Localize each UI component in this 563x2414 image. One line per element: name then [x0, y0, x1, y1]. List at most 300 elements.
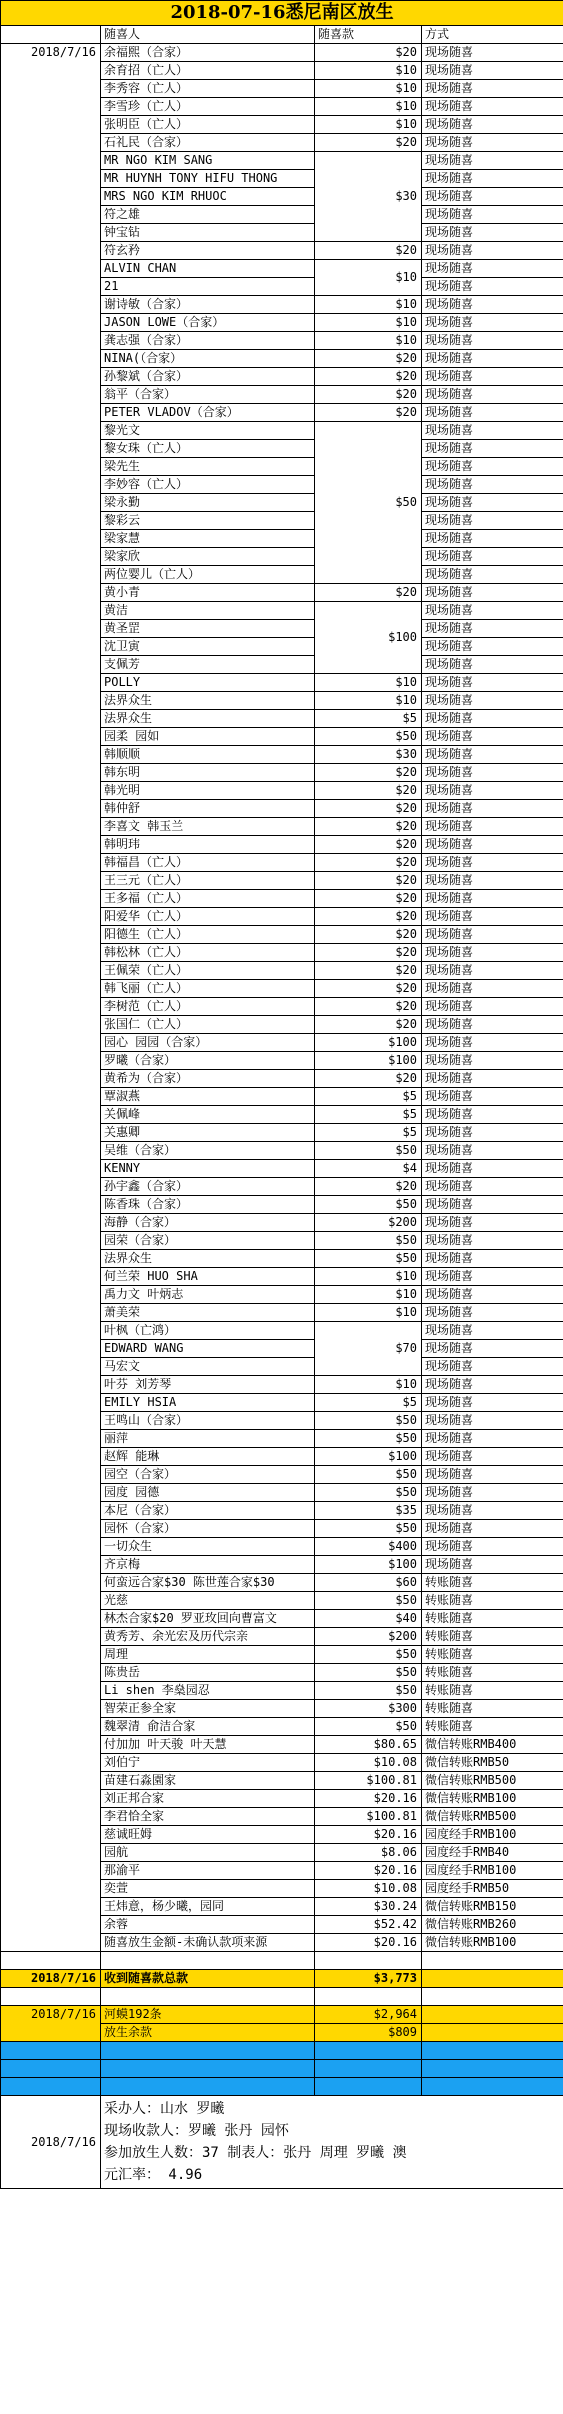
donation-method: 现场随喜	[422, 1340, 563, 1358]
donor-name: 马宏文	[101, 1358, 315, 1376]
header-donor: 随喜人	[101, 26, 315, 44]
donation-method: 现场随喜	[422, 1394, 563, 1412]
donation-amount: $10	[315, 260, 422, 296]
donor-name: POLLY	[101, 674, 315, 692]
donor-name: 黎女珠（亡人）	[101, 440, 315, 458]
donor-name: 符之雄	[101, 206, 315, 224]
donation-amount: $20	[315, 764, 422, 782]
donation-method: 现场随喜	[422, 386, 563, 404]
donor-name: 关佩峰	[101, 1106, 315, 1124]
donation-amount: $10	[315, 80, 422, 98]
donation-method: 现场随喜	[422, 1124, 563, 1142]
donation-amount: $10	[315, 62, 422, 80]
empty-cell	[422, 1952, 563, 1970]
donation-method: 现场随喜	[422, 980, 563, 998]
donation-method: 现场随喜	[422, 1250, 563, 1268]
donor-name: 黄希为（合家）	[101, 1070, 315, 1088]
donation-method: 现场随喜	[422, 1214, 563, 1232]
footer-notes	[101, 2096, 563, 2189]
donation-method: 现场随喜	[422, 620, 563, 638]
donation-method: 园度经手RMB100	[422, 1862, 563, 1880]
empty-cell	[422, 1988, 563, 2006]
donation-method: 现场随喜	[422, 1556, 563, 1574]
donation-method: 现场随喜	[422, 1160, 563, 1178]
donation-amount: $10	[315, 1304, 422, 1322]
donation-method: 现场随喜	[422, 530, 563, 548]
empty-cell	[101, 1988, 315, 2006]
donation-amount: $5	[315, 1124, 422, 1142]
donation-amount: $20	[315, 836, 422, 854]
donation-method: 现场随喜	[422, 1520, 563, 1538]
donation-method: 微信转账RMB150	[422, 1898, 563, 1916]
donation-amount: $200	[315, 1214, 422, 1232]
river-label: 河蟆192条	[101, 2006, 315, 2024]
donation-method: 微信转账RMB50	[422, 1754, 563, 1772]
donor-name: 余蓉	[101, 1916, 315, 1934]
donor-name: 奕萱	[101, 1880, 315, 1898]
donation-amount: $4	[315, 1160, 422, 1178]
donor-name: 韩仲舒	[101, 800, 315, 818]
donation-method: 现场随喜	[422, 854, 563, 872]
row-date: 2018/7/16	[1, 44, 101, 1952]
donation-method: 现场随喜	[422, 1070, 563, 1088]
donor-name: 关惠卿	[101, 1124, 315, 1142]
donation-amount: $50	[315, 1646, 422, 1664]
donation-amount: $20	[315, 1178, 422, 1196]
donation-amount: $10.08	[315, 1754, 422, 1772]
donation-amount: $100	[315, 1448, 422, 1466]
donation-amount: $50	[315, 1484, 422, 1502]
donation-method: 现场随喜	[422, 1106, 563, 1124]
donation-amount: $20	[315, 44, 422, 62]
donation-amount: $52.42	[315, 1916, 422, 1934]
donation-method: 现场随喜	[422, 1178, 563, 1196]
donor-name: 余福熙（合家）	[101, 44, 315, 62]
donor-name: 林杰合家$20 罗亚玫回向曹富文	[101, 1610, 315, 1628]
donation-method: 现场随喜	[422, 548, 563, 566]
donation-amount: $50	[315, 1466, 422, 1484]
donation-method: 现场随喜	[422, 584, 563, 602]
donation-amount: $20	[315, 1070, 422, 1088]
spacer-row	[1, 2042, 563, 2060]
donor-name: MRS NGO KIM RHUOC	[101, 188, 315, 206]
donation-method: 现场随喜	[422, 170, 563, 188]
donation-amount: $20.16	[315, 1862, 422, 1880]
donor-name: 丽萍	[101, 1430, 315, 1448]
donation-amount: $50	[315, 422, 422, 584]
donor-name: 园航	[101, 1844, 315, 1862]
donation-method: 现场随喜	[422, 1304, 563, 1322]
donation-amount: $20	[315, 134, 422, 152]
donor-name: 韩明玮	[101, 836, 315, 854]
donation-method: 现场随喜	[422, 440, 563, 458]
donation-method: 现场随喜	[422, 332, 563, 350]
received-amount: $3,773	[315, 1970, 422, 1988]
donation-amount: $20	[315, 800, 422, 818]
donation-method: 微信转账RMB100	[422, 1934, 563, 1952]
donation-method: 现场随喜	[422, 44, 563, 62]
donation-method: 现场随喜	[422, 62, 563, 80]
donation-method: 园度经手RMB100	[422, 1826, 563, 1844]
footer-participants: 参加放生人数：37 制表人：张丹 周理 罗曦 澳	[104, 2145, 407, 2161]
donor-name: 本尼（合家）	[101, 1502, 315, 1520]
donor-name: 韩顺顺	[101, 746, 315, 764]
donation-amount: $20	[315, 782, 422, 800]
donor-name: 园荣（合家）	[101, 1232, 315, 1250]
footer-row	[1, 2096, 563, 2189]
donor-name: 园柔 园如	[101, 728, 315, 746]
donation-method: 现场随喜	[422, 1322, 563, 1340]
donation-amount: $10.08	[315, 1880, 422, 1898]
donation-amount: $40	[315, 1610, 422, 1628]
donation-method: 现场随喜	[422, 1142, 563, 1160]
donor-name: 余育招（亡人）	[101, 62, 315, 80]
donor-name: 石礼民（合家）	[101, 134, 315, 152]
donation-amount: $50	[315, 1718, 422, 1736]
donation-method: 现场随喜	[422, 116, 563, 134]
donor-name: 黄洁	[101, 602, 315, 620]
donation-method: 微信转账RMB400	[422, 1736, 563, 1754]
donor-name: 何蛮远合家$30 陈世莲合家$30	[101, 1574, 315, 1592]
donation-amount: $30	[315, 152, 422, 242]
donation-amount: $20	[315, 872, 422, 890]
donation-method: 转账随喜	[422, 1700, 563, 1718]
donation-amount: $50	[315, 1520, 422, 1538]
donation-method: 转账随喜	[422, 1628, 563, 1646]
donation-amount: $10	[315, 296, 422, 314]
spacer-row	[1, 1952, 563, 1970]
donor-name: 龚志强（合家）	[101, 332, 315, 350]
donation-amount: $20	[315, 818, 422, 836]
donation-method: 现场随喜	[422, 1286, 563, 1304]
donor-name: 韩东明	[101, 764, 315, 782]
donation-amount: $50	[315, 1430, 422, 1448]
donor-name: 王鸣山（合家）	[101, 1412, 315, 1430]
donation-amount: $50	[315, 1664, 422, 1682]
donor-name: 覃淑燕	[101, 1088, 315, 1106]
donation-amount: $20	[315, 242, 422, 260]
donation-method: 现场随喜	[422, 1088, 563, 1106]
donation-amount: $10	[315, 692, 422, 710]
donor-name: 罗曦（合家）	[101, 1052, 315, 1070]
donation-method: 微信转账RMB500	[422, 1808, 563, 1826]
donor-name: 萧美荣	[101, 1304, 315, 1322]
donation-amount: $100	[315, 1556, 422, 1574]
donation-amount: $10	[315, 1268, 422, 1286]
donor-name: PETER VLADOV（合家）	[101, 404, 315, 422]
donor-name: EMILY HSIA	[101, 1394, 315, 1412]
donation-method: 现场随喜	[422, 944, 563, 962]
donor-name: 钟宝钻	[101, 224, 315, 242]
donation-method: 现场随喜	[422, 278, 563, 296]
donation-method: 现场随喜	[422, 296, 563, 314]
donor-name: 随喜放生金额-未确认款项来源	[101, 1934, 315, 1952]
donation-method: 现场随喜	[422, 404, 563, 422]
donor-name: 黄秀芳、余光宏及历代宗亲	[101, 1628, 315, 1646]
donor-name: KENNY	[101, 1160, 315, 1178]
donor-name: 法界众生	[101, 1250, 315, 1268]
donor-name: 沈卫寅	[101, 638, 315, 656]
spacer-row	[1, 2078, 563, 2096]
donor-name: JASON LOWE（合家）	[101, 314, 315, 332]
donation-amount: $70	[315, 1322, 422, 1376]
donation-method: 现场随喜	[422, 1448, 563, 1466]
donation-amount: $300	[315, 1700, 422, 1718]
donation-method: 现场随喜	[422, 728, 563, 746]
donation-amount: $20	[315, 998, 422, 1016]
donation-method: 现场随喜	[422, 1502, 563, 1520]
donation-method: 现场随喜	[422, 350, 563, 368]
donor-name: 王多福（亡人）	[101, 890, 315, 908]
donor-name: 法界众生	[101, 692, 315, 710]
donation-method: 现场随喜	[422, 152, 563, 170]
donation-method: 现场随喜	[422, 1034, 563, 1052]
donor-name: 孙宇鑫（合家）	[101, 1178, 315, 1196]
donor-name: 韩福昌（亡人）	[101, 854, 315, 872]
donor-name: 海静（合家）	[101, 1214, 315, 1232]
donation-method: 现场随喜	[422, 1484, 563, 1502]
donation-method: 现场随喜	[422, 872, 563, 890]
donation-amount: $20	[315, 584, 422, 602]
river-amount: $2,964	[315, 2006, 422, 2024]
received-total-row	[1, 1970, 563, 1988]
donation-method: 现场随喜	[422, 926, 563, 944]
header-amount: 随喜款	[315, 26, 422, 44]
header-row	[1, 26, 563, 44]
donation-method: 现场随喜	[422, 998, 563, 1016]
donation-amount: $100	[315, 1052, 422, 1070]
donation-amount: $10	[315, 1376, 422, 1394]
donation-method: 现场随喜	[422, 422, 563, 440]
donation-amount: $50	[315, 1682, 422, 1700]
donation-method: 园度经手RMB40	[422, 1844, 563, 1862]
donation-amount: $20.16	[315, 1826, 422, 1844]
donor-name: 苗建石淼園家	[101, 1772, 315, 1790]
donation-amount: $20	[315, 962, 422, 980]
donor-name: 张明臣（亡人）	[101, 116, 315, 134]
donor-name: 付加加 叶天骏 叶天慧	[101, 1736, 315, 1754]
donation-method: 现场随喜	[422, 764, 563, 782]
donor-name: 魏翠清 俞洁合家	[101, 1718, 315, 1736]
empty-cell	[315, 1952, 422, 1970]
donor-name: 谢诗敏（合家）	[101, 296, 315, 314]
donation-method: 现场随喜	[422, 134, 563, 152]
empty-cell	[422, 2042, 563, 2060]
donation-method: 现场随喜	[422, 602, 563, 620]
empty-cell	[422, 2024, 563, 2042]
header-method: 方式	[422, 26, 563, 44]
donation-method: 现场随喜	[422, 206, 563, 224]
donation-amount: $20	[315, 386, 422, 404]
donation-method: 现场随喜	[422, 1016, 563, 1034]
sheet-title: 2018-07-16悉尼南区放生	[1, 1, 563, 26]
donor-name: 阳德生（亡人）	[101, 926, 315, 944]
donation-amount: $5	[315, 1394, 422, 1412]
donor-name: 王三元（亡人）	[101, 872, 315, 890]
empty-cell	[315, 2078, 422, 2096]
donor-name: MR NGO KIM SANG	[101, 152, 315, 170]
donation-method: 现场随喜	[422, 1358, 563, 1376]
balance-label: 放生余款	[101, 2024, 315, 2042]
donation-method: 转账随喜	[422, 1718, 563, 1736]
donation-amount: $20	[315, 350, 422, 368]
donation-method: 现场随喜	[422, 674, 563, 692]
donation-amount: $5	[315, 1106, 422, 1124]
donation-amount: $10	[315, 332, 422, 350]
donor-name: 光慈	[101, 1592, 315, 1610]
donation-method: 现场随喜	[422, 1466, 563, 1484]
donation-amount: $20	[315, 854, 422, 872]
donor-name: 齐京梅	[101, 1556, 315, 1574]
donor-name: 法界众生	[101, 710, 315, 728]
donor-name: 何兰荣 HUO SHA	[101, 1268, 315, 1286]
donor-name: 梁家慧	[101, 530, 315, 548]
donor-name: Li shen 李燊园忍	[101, 1682, 315, 1700]
donor-name: 刘伯宁	[101, 1754, 315, 1772]
donation-amount: $20.16	[315, 1790, 422, 1808]
donation-method: 现场随喜	[422, 638, 563, 656]
donation-amount: $50	[315, 1250, 422, 1268]
donation-method: 转账随喜	[422, 1610, 563, 1628]
footer-collectors: 现场收款人：罗曦 张丹 园怀	[104, 2123, 289, 2139]
donation-method: 现场随喜	[422, 656, 563, 674]
donation-amount: $5	[315, 1088, 422, 1106]
donation-method: 现场随喜	[422, 314, 563, 332]
donation-method: 现场随喜	[422, 260, 563, 278]
donor-name: 支佩芳	[101, 656, 315, 674]
donation-method: 现场随喜	[422, 1376, 563, 1394]
donation-method: 现场随喜	[422, 1232, 563, 1250]
donor-name: 一切众生	[101, 1538, 315, 1556]
donation-amount: $10	[315, 314, 422, 332]
donation-amount: $50	[315, 1196, 422, 1214]
donation-method: 微信转账RMB100	[422, 1790, 563, 1808]
donor-name: 梁永勤	[101, 494, 315, 512]
donation-amount: $20	[315, 368, 422, 386]
title-row	[1, 1, 563, 26]
donation-amount: $80.65	[315, 1736, 422, 1754]
donation-method: 现场随喜	[422, 746, 563, 764]
donation-method: 现场随喜	[422, 224, 563, 242]
empty-cell	[101, 1952, 315, 1970]
donation-method: 现场随喜	[422, 80, 563, 98]
donation-amount: $10	[315, 116, 422, 134]
donor-name: 李雪珍（亡人）	[101, 98, 315, 116]
donor-name: 李妙容（亡人）	[101, 476, 315, 494]
donor-name: 智荣正参全家	[101, 1700, 315, 1718]
balance-amount: $809	[315, 2024, 422, 2042]
donation-amount: $20	[315, 1016, 422, 1034]
river-date: 2018/7/16	[1, 2006, 101, 2042]
donor-name: 叶枫（亡鸿）	[101, 1322, 315, 1340]
donor-name: 园心 园园（合家）	[101, 1034, 315, 1052]
donor-name: 韩飞丽（亡人）	[101, 980, 315, 998]
donor-name: 阳爱华（亡人）	[101, 908, 315, 926]
donor-name: MR HUYNH TONY HIFU THONG	[101, 170, 315, 188]
donation-method: 现场随喜	[422, 566, 563, 584]
donation-amount: $10	[315, 674, 422, 692]
donor-name: 翁平（合家）	[101, 386, 315, 404]
donor-name: 韩松林（亡人）	[101, 944, 315, 962]
donation-amount: $30.24	[315, 1898, 422, 1916]
donor-name: 张国仁（亡人）	[101, 1016, 315, 1034]
donor-name: 梁家欣	[101, 548, 315, 566]
donation-method: 现场随喜	[422, 1196, 563, 1214]
donation-amount: $60	[315, 1574, 422, 1592]
donation-amount: $20	[315, 944, 422, 962]
donation-method: 转账随喜	[422, 1592, 563, 1610]
donor-name: 园怀（合家）	[101, 1520, 315, 1538]
donation-amount: $20	[315, 980, 422, 998]
donation-amount: $20	[315, 890, 422, 908]
header-date	[1, 26, 101, 44]
empty-cell	[422, 2060, 563, 2078]
donation-method: 现场随喜	[422, 890, 563, 908]
donation-method: 现场随喜	[422, 818, 563, 836]
empty-cell	[1, 2078, 101, 2096]
donor-name: 李喜文 韩玉兰	[101, 818, 315, 836]
table-row	[1, 44, 563, 62]
donor-name: 符玄矜	[101, 242, 315, 260]
received-label: 收到随喜款总款	[101, 1970, 315, 1988]
donation-method: 转账随喜	[422, 1646, 563, 1664]
donation-method: 现场随喜	[422, 692, 563, 710]
donation-amount: $100.81	[315, 1772, 422, 1790]
donation-amount: $50	[315, 1232, 422, 1250]
donation-amount: $100.81	[315, 1808, 422, 1826]
donation-amount: $5	[315, 710, 422, 728]
empty-cell	[315, 2060, 422, 2078]
donor-name: 周理	[101, 1646, 315, 1664]
donation-amount: $8.06	[315, 1844, 422, 1862]
empty-cell	[422, 1970, 563, 1988]
donation-method: 微信转账RMB500	[422, 1772, 563, 1790]
empty-cell	[1, 1952, 101, 1970]
donor-name: 黄小青	[101, 584, 315, 602]
donor-name: 那渝平	[101, 1862, 315, 1880]
donation-amount: $50	[315, 1142, 422, 1160]
donation-method: 转账随喜	[422, 1682, 563, 1700]
donor-name: 韩光明	[101, 782, 315, 800]
donor-name: 黎彩云	[101, 512, 315, 530]
donor-name: 孙黎斌（合家）	[101, 368, 315, 386]
spacer-row	[1, 1988, 563, 2006]
donation-method: 现场随喜	[422, 188, 563, 206]
donation-method: 现场随喜	[422, 908, 563, 926]
donation-method: 现场随喜	[422, 1052, 563, 1070]
donor-name: 王炜意，杨少曦，园同	[101, 1898, 315, 1916]
donation-method: 现场随喜	[422, 458, 563, 476]
donation-amount: $100	[315, 1034, 422, 1052]
empty-cell	[1, 2060, 101, 2078]
donation-amount: $20.16	[315, 1934, 422, 1952]
empty-cell	[101, 2078, 315, 2096]
empty-cell	[422, 2078, 563, 2096]
donor-name: 陈贵岳	[101, 1664, 315, 1682]
donation-method: 现场随喜	[422, 242, 563, 260]
empty-cell	[1, 2042, 101, 2060]
donor-name: 赵辉 能琳	[101, 1448, 315, 1466]
empty-cell	[101, 2060, 315, 2078]
footer-date: 2018/7/16	[1, 2096, 101, 2189]
donation-method: 现场随喜	[422, 1268, 563, 1286]
donor-name: 李君恰全家	[101, 1808, 315, 1826]
donor-name: 陈香珠（合家）	[101, 1196, 315, 1214]
donor-name: 吴维（合家）	[101, 1142, 315, 1160]
empty-cell	[1, 1988, 101, 2006]
donation-amount: $35	[315, 1502, 422, 1520]
empty-cell	[422, 2006, 563, 2024]
